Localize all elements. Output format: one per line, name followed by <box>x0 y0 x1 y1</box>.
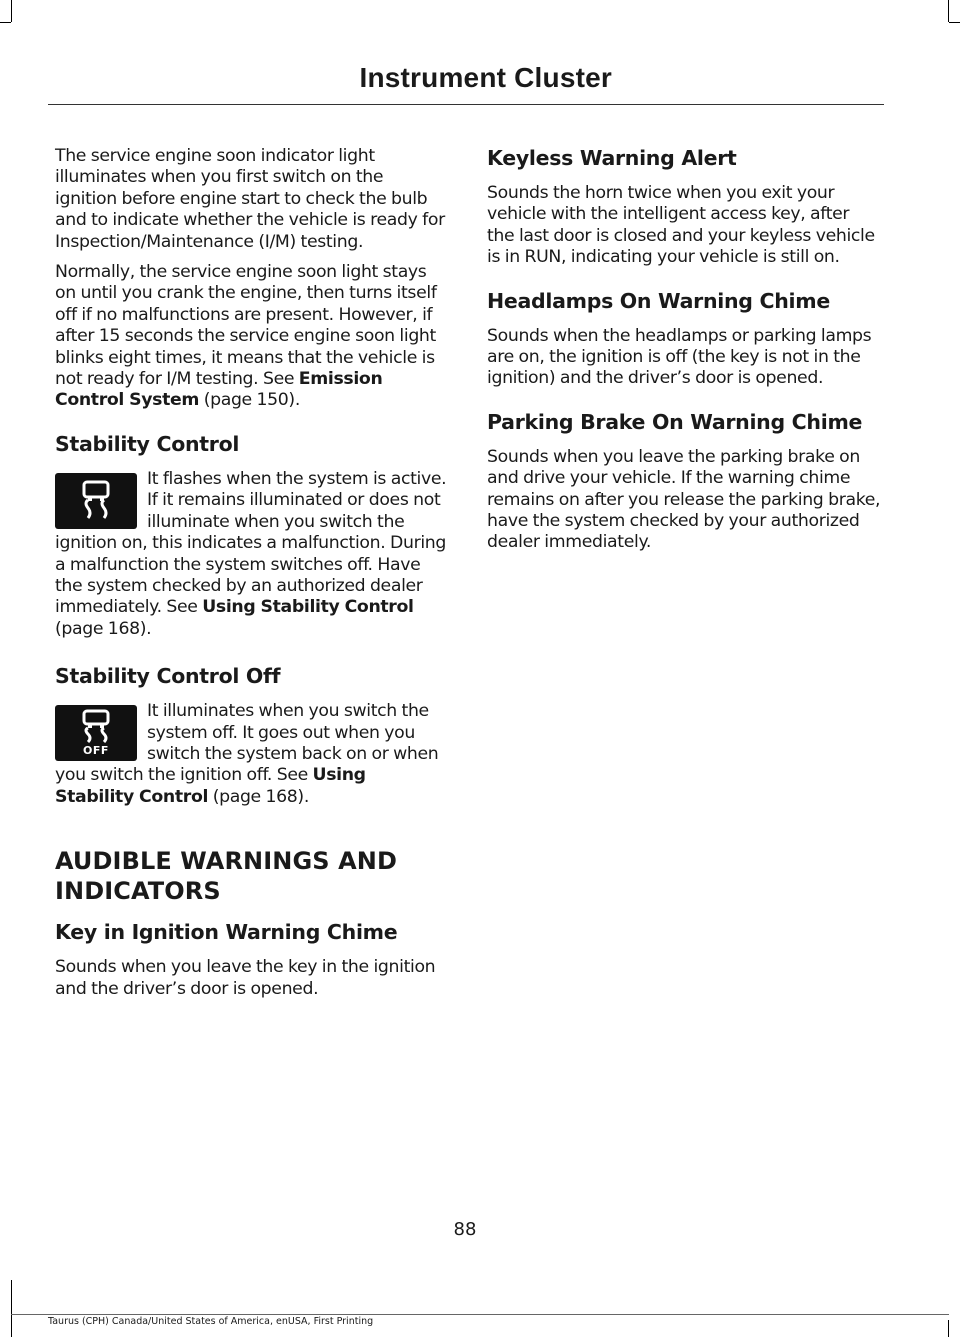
parking-brake-warning-heading: Parking Brake On Warning Chime <box>487 409 863 434</box>
keyless-warning-paragraph: Sounds the horn twice when you exit your vehicle with the intelligent access key, after the last door is closed and your keyless vehicle is in RUN, indicating your vehicle is still on. <box>487 183 875 268</box>
crop-mark-top-right-h <box>949 22 960 23</box>
off-label: OFF <box>83 744 109 758</box>
crop-mark-top-left-v <box>11 0 12 22</box>
parking-brake-warning-paragraph: Sounds when you leave the parking brake on and drive your vehicle. If the warning chime remains on after you release the parking brake, have the system checked by your authorized dealer immediately. <box>487 446 881 553</box>
service-engine-paragraph-1: The service engine soon indicator light illuminates when you first switch on the ignition before engine start to check the bulb and to indicate whether the vehicle is ready for Inspection/Maintenance (I/M) testing. <box>55 146 445 252</box>
stability-control-off-heading: Stability Control Off <box>55 664 281 689</box>
crop-mark-bottom-left-v <box>11 1280 12 1337</box>
stability-control-off-paragraph <box>55 701 449 808</box>
stability-control-heading: Stability Control <box>55 431 240 456</box>
page-reference: (page 150). <box>199 390 300 411</box>
emission-control-link[interactable]: Emission Control System <box>55 369 383 411</box>
headlamps-warning-paragraph: Sounds when the headlamps or parking lamps are on, the ignition is off (the key is not in the ignition) and the driver’s door is opened. <box>487 325 872 389</box>
paragraph-text: It flashes when the system is active. If it remains illuminated or does not illuminate when you switch the ignition on, this indicates a malfunction. During a malfunction the system switches off. Have the system checked by an authorized dealer immediately. See <box>55 468 447 618</box>
page-reference: (page 168). <box>55 618 152 639</box>
stability-control-icon <box>55 473 137 529</box>
right-column <box>487 146 881 563</box>
headlamps-warning-heading: Headlamps On Warning Chime <box>487 288 830 313</box>
stability-control-off-icon <box>55 705 137 761</box>
footer-divider <box>11 1314 949 1315</box>
keyless-warning-heading: Keyless Warning Alert <box>487 146 737 170</box>
heading-line: INDICATORS <box>55 877 221 906</box>
paragraph-text: Normally, the service engine soon light stays on until you crank the engine, then turns itself off if no malfunctions are present. However, if after 15 seconds the service engine soon light blinks eight times, it means that the vehicle is not ready for I/M testing. See <box>55 262 437 390</box>
page-title: Instrument Cluster <box>359 62 612 93</box>
left-column <box>55 146 449 1009</box>
edition-footer: Taurus (CPH) Canada/United States of America, enUSA, First Printing <box>48 1316 374 1327</box>
audible-warnings-heading <box>55 846 449 906</box>
service-engine-paragraph-2 <box>55 262 449 412</box>
paragraph-text: It illuminates when you switch the system off. It goes out when you switch the system back on or when you switch the ignition off. See <box>55 701 439 786</box>
header-divider <box>48 104 884 105</box>
heading-line: AUDIBLE WARNINGS AND <box>55 847 397 876</box>
page-reference: (page 168). <box>208 786 309 807</box>
using-stability-control-link[interactable]: Using Stability Control <box>55 765 366 807</box>
crop-mark-top-right-v <box>948 0 949 22</box>
crop-mark-bottom-right-v <box>948 1320 949 1337</box>
stability-control-paragraph <box>55 469 449 640</box>
key-in-ignition-heading: Key in Ignition Warning Chime <box>55 920 398 945</box>
using-stability-control-link[interactable]: Using Stability Control <box>202 597 414 618</box>
crop-mark-top-left-h <box>0 22 11 23</box>
key-in-ignition-paragraph: Sounds when you leave the key in the ignition and the driver’s door is opened. <box>55 957 436 999</box>
page-number: 88 <box>453 1219 477 1240</box>
